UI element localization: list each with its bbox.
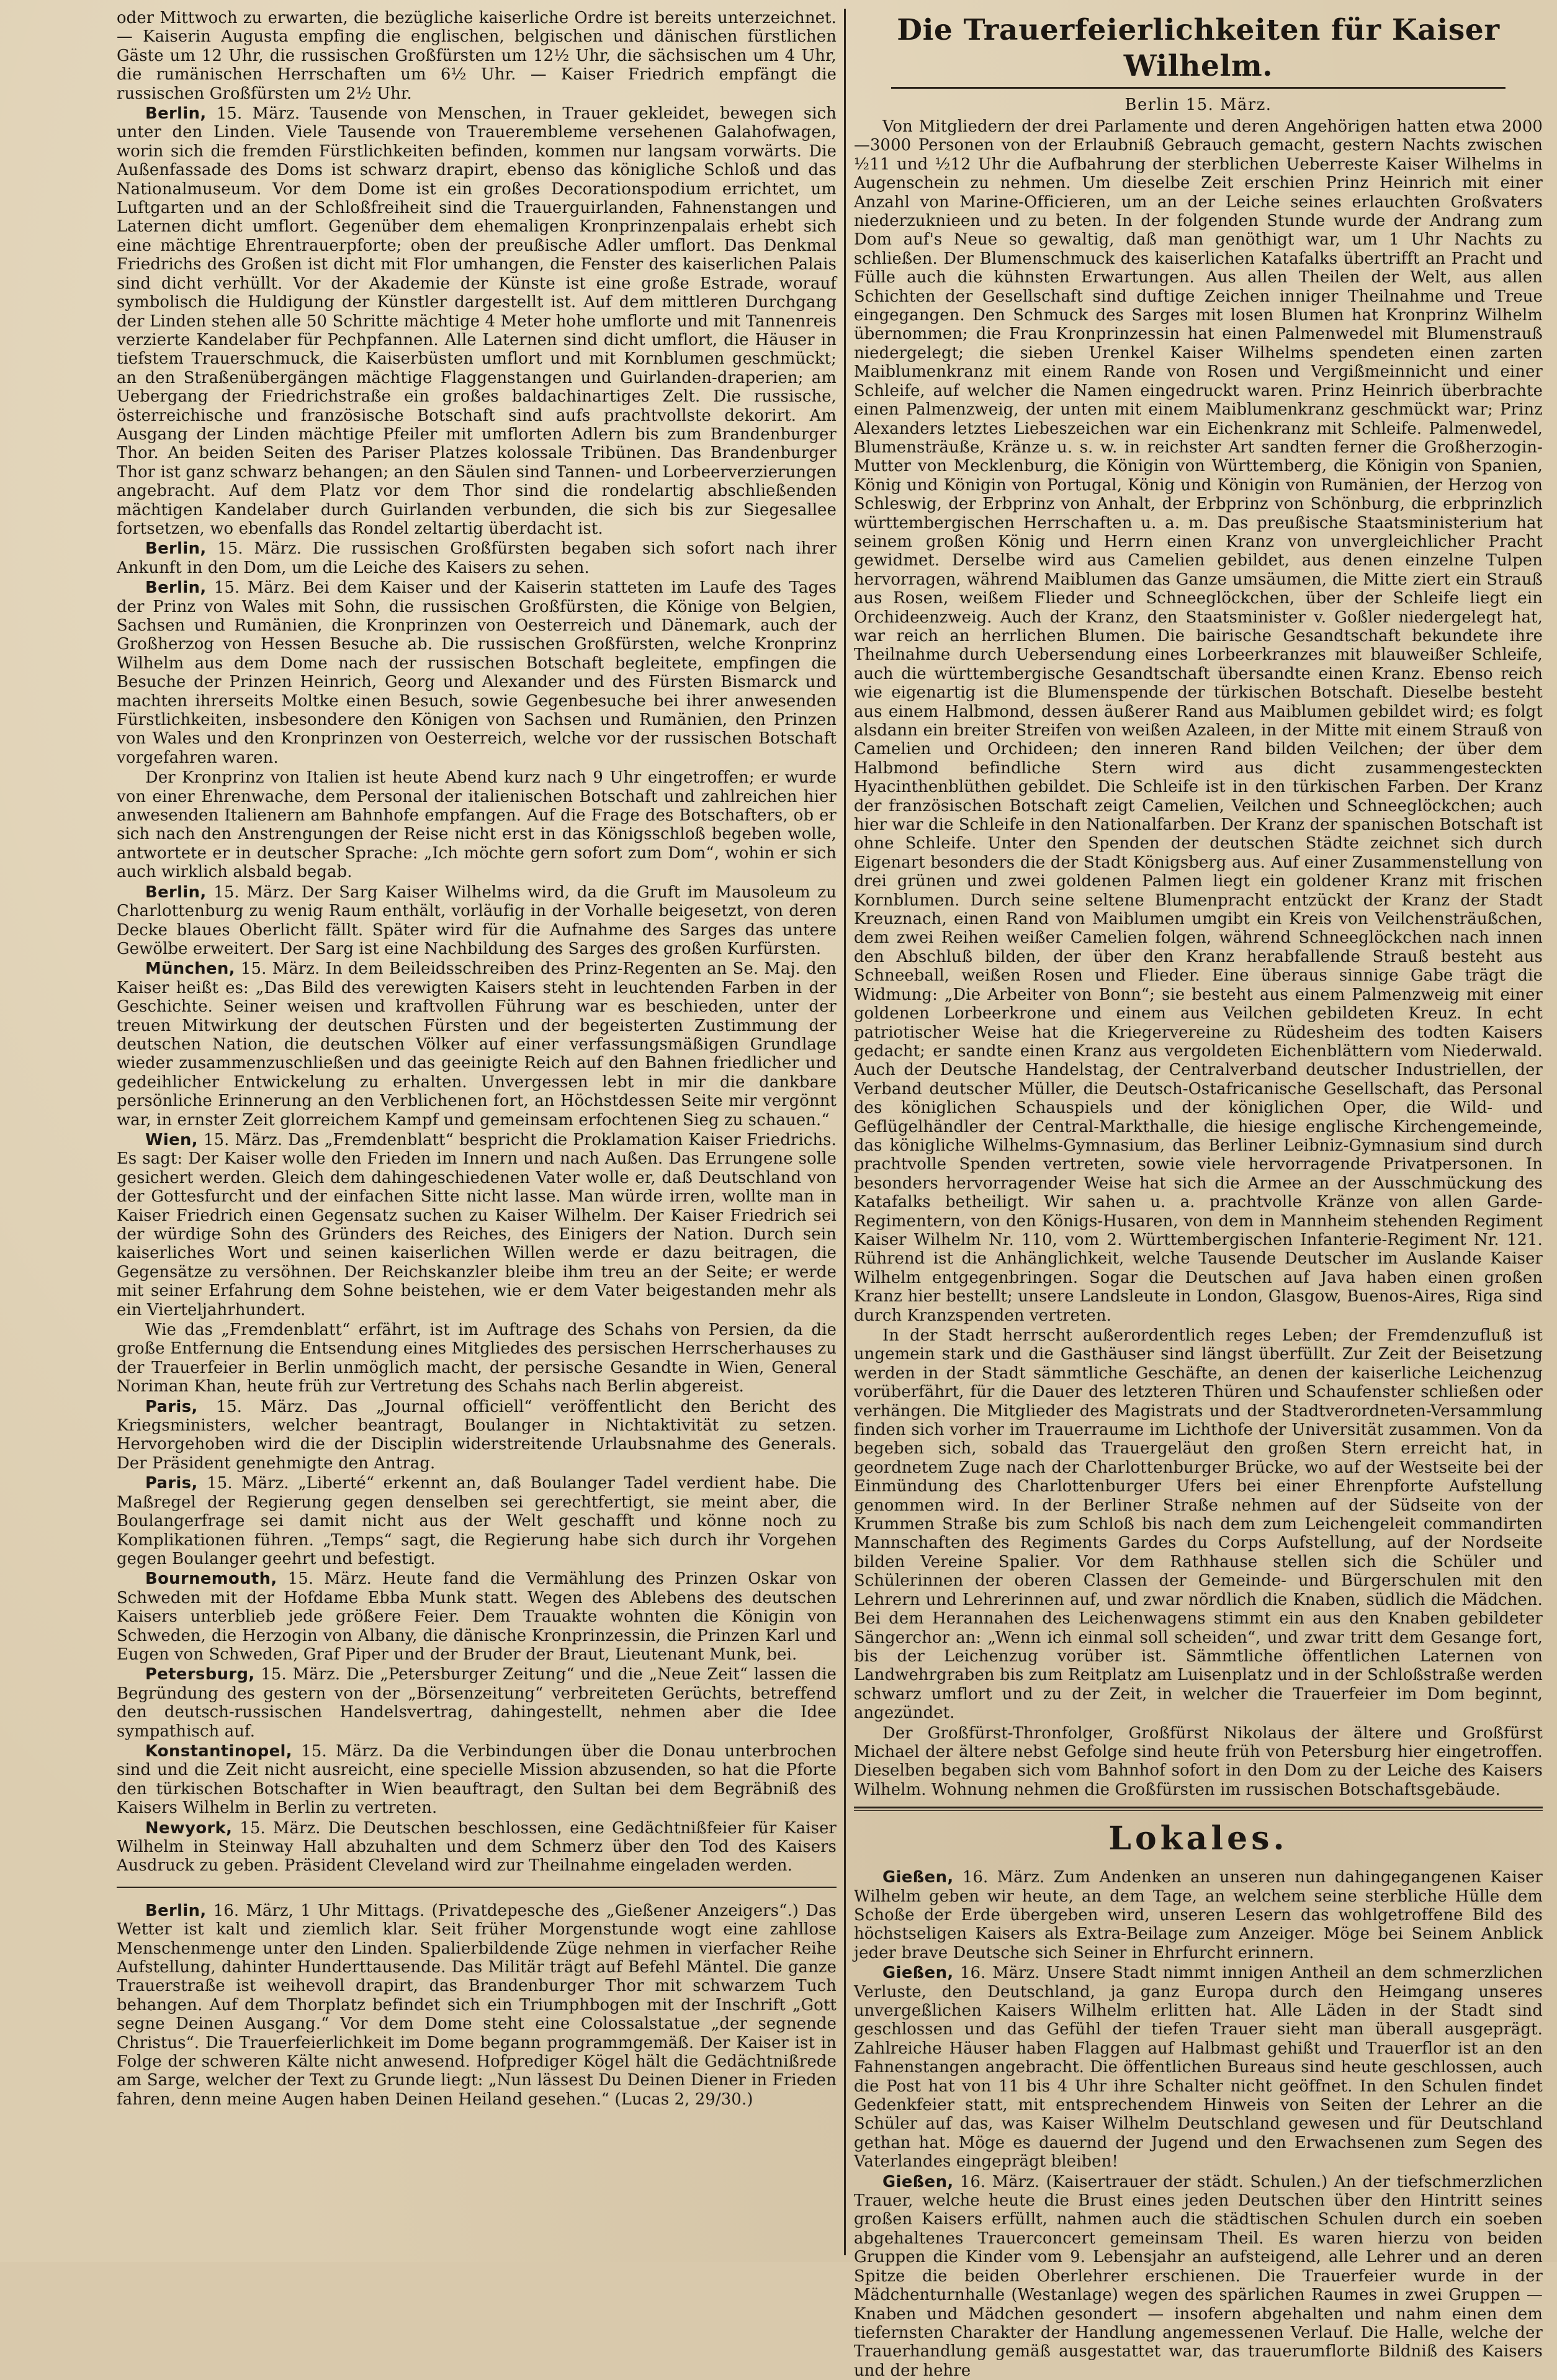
telegram-article bbox=[117, 768, 837, 881]
dateline: Konstantinopel, bbox=[145, 1741, 292, 1761]
intro-paragraph: oder Mittwoch zu erwarten, die bezügliche kaiserliche Ordre ist bereits unterzeichnet. — Kaiserin Augusta empfing die englischen, belgischen und dänischen fürstlichen Gäste um 12 Uhr, die russischen Großfürsten um 12½ Uhr, die sächsischen um 4 Uhr, die rumänischen Herrschaften um 6½ Uhr. — Kaiser Friedrich empfängt die russischen Großfürsten um 2½ Uhr. bbox=[117, 9, 837, 103]
lokales-title: Lokales. bbox=[1108, 1820, 1288, 1858]
funeral-paragraph: Von Mitgliedern der drei Parlamente und deren Angehörigen hatten etwa 2000—3000 Personen von der Erlaubniß Gebrauch gemacht, gestern Nachts zwischen ½11 und ½12 Uhr die Aufbahrung der sterblichen Ueberreste Kaiser Wilhelms in Augenschein zu nehmen. Um dieselbe Zeit erschien Prinz Heinrich mit einer Anzahl von Marine-Officieren, um an der Leiche seines erlauchten Großvaters niederzuknieen und zu beten. In der folgenden Stunde wurde der Andrang zum Dom auf's Neue so gewaltig, daß man genöthigt war, um 1 Uhr Nachts zu schließen. Der Blumenschmuck des kaiserlichen Katafalks übertrifft an Pracht und Fülle auch die kühnsten Erwartungen. Aus allen Theilen der Welt, aus allen Schichten der Gesellschaft sind duftige Zeichen inniger Theilnahme und Treue eingegangen. Den Schmuck des Sarges mit losen Blumen hat Kronprinz Wilhelm übernommen; die Frau Kronprinzessin hat einen Palmenwedel mit Blumenstrauß niedergelegt; die sieben Urenkel Kaiser Wilhelms spendeten einen zarten Maiblumenkranz mit einem Rande von Rosen und Vergißmeinnicht und einer Schleife, auf welcher die Namen eingedruckt waren. Prinz Heinrich überbrachte einen Palmenzweig, der unten mit einem Maiblumenkranz geschmückt war; Prinz Alexanders letztes Liebeszeichen war ein Eichenkranz mit Schleife. Palmenwedel, Blumensträuße, Kränze u. s. w. in reichster Art sandten ferner die Großherzogin-Mutter von Mecklenburg, die Königin von Württemberg, die Königin von Spanien, König und Königin von Portugal, König und Königin von Rumänien, der Herzog von Schleswig, der Erbprinz von Anhalt, der Erbprinz von Schönburg, die erbprinzlich württembergischen Herrschaften u. a. m. Das preußische Staatsministerium hat seinem großen König und Herrn einen Kranz von unvergleichlicher Pracht gewidmet. Derselbe wird aus Camelien gebildet, aus denen einzelne Tulpen hervorragen, während Maiblumen das Ganze umsäumen, die Mitte ziert ein Strauß aus Rosen, weißem Flieder und Schneeglöckchen, über der Schleife liegt ein Orchideenzweig. Auch der Kranz, den Staatsminister v. Goßler niedergelegt hat, war reich an herrlichen Blumen. Die bairische Gesandtschaft bekundete ihre Theilnahme durch Uebersendung eines Lorbeerkranzes mit blauweißer Schleife, auch die württembergische Gesandtschaft übersandte einen Kranz. Ebenso reich wie eigenartig ist die Blumenspende der türkischen Botschaft. Dieselbe besteht aus einem Halbmond, dessen äußerer Rand aus Maiblumen gebildet wird; es folgt alsdann ein breiter Streifen von weißen Azaleen, in der Mitte mit einem Strauß von Camelien und Orchideen; den inneren Rand bilden Veilchen; der über dem Halbmond befindliche Stern wird aus dicht zusammengesteckten Hyacinthenblüthen gebildet. Die Schleife ist in den türkischen Farben. Der Kranz der französischen Botschaft zeigt Camelien, Veilchen und Schneeglöckchen; auch hier war die Schleife in den Nationalfarben. Der Kranz der spanischen Botschaft ist ohne Schleife. Unter den Spenden der deutschen Städte zeichnet sich durch Eigenart besonders die der Stadt Königsberg aus. Auf einer Zusammenstellung von drei grünen und zwei goldenen Palmen liegt ein goldener Kranz mit frischen Kornblumen. Durch seine seltene Blumenpracht entzückt der Kranz der Stadt Kreuznach, einen Rand von Maiblumen umgibt ein Kreis von Veilchensträußchen, dem zwei Reihen weißer Camelien folgen, während Schneeglöckchen nach innen den Abschluß bilden, der über den Kranz herabfallende Strauß besteht aus Schneeball, weißen Rosen und Flieder. Eine überaus sinnige Gabe trägt die Widmung: „Die Arbeiter von Bonn“; sie besteht aus einem Palmenzweig mit einer goldenen Lorbeerkrone und einem aus Veilchen gebildeten Kreuz. In echt patriotischer Weise hat die Kriegervereine zu Rüdesheim des todten Kaisers gedacht; er sandte einen Kranz aus vergoldeten Eichenblättern vom Niederwald. Auch der Deutsche Handelstag, der Centralverband deutscher Industriellen, der Verband deutscher Müller, die Deutsch-Ostafricanische Gesellschaft, das Personal des königlichen Schauspiels und der königlichen Oper, die Wild- und Geflügelhändler der Central-Markthalle, die hiesige englische Kirchengemeinde, das königliche Wilhelms-Gymnasium, das Berliner Leibniz-Gymnasium sind durch prachtvolle Spenden vertreten, sowie viele hervorragende Privatpersonen. In besonders hervorragender Weise hat sich die Armee an der Ausschmückung des Katafalks betheiligt. Wir sahen u. a. prachtvolle Kränze von allen Garde-Regimentern, von den Königs-Husaren, von dem in Mannheim stehenden Regiment Kaiser Wilhelm Nr. 110, vom 2. Württembergischen Infanterie-Regiment Nr. 121. Rührend ist die Anhänglichkeit, welche Tausende Deutscher im Auslande Kaiser Wilhelm entgegenbringen. Sogar die Deutschen auf Java haben einen großen Kranz hier bestellt; unsere Landsleute in London, Glasgow, Buenos-Aires, Riga sind durch Kranzspenden vertreten. bbox=[854, 117, 1543, 1325]
telegram-article bbox=[117, 883, 837, 959]
article-text: 15. März. Das „Fremdenblatt“ bespricht die Proklamation Kaiser Friedrichs. Es sagt: Der Kaiser wolle den Frieden im Innern und nach Außen. Das Errungene solle gesichert werden. Gleich dem dahingeschiedenen Vater wolle er, daß Deutschland von der Gottesfurcht und der einfachen Sitte nicht lasse. Man würde irren, wollte man in Kaiser Friedrich einen Gegensatz suchen zu Kaiser Wilhelm. Der Kaiser Friedrich sei der würdige Sohn des Gründers des Reiches, des Einigers der Nation. Durch sein kaiserliches Wort und seinen kaiserlichen Willen werde er dazu beitragen, die Gegensätze zu versöhnen. Der Reichskanzler bleibe ihm treu an der Seite; er werde mit seiner Erfahrung dem Sohne beistehen, wie er dem Vater beigestanden mehr als ein Vierteljahrhundert. bbox=[117, 1130, 837, 1319]
article-text: 15. März. Der Sarg Kaiser Wilhelms wird, da die Gruft im Mausoleum zu Charlottenburg zu wenig Raum enthält, vorläufig in der Vorhalle beigesetzt, von deren Decke blaues Oberlicht fällt. Später wird für die Aufnahme des Sarges das untere Gewölbe erweitert. Der Sarg ist eine Nachbildung des Sarges des großen Kurfürsten. bbox=[117, 882, 837, 958]
dateline: Berlin, bbox=[145, 578, 207, 598]
article-text: 15. März. Heute fand die Vermählung des Prinzen Oskar von Schweden mit der Hofdame Ebba Munk statt. Wegen des Ablebens des deutschen Kaisers unterblieb jede größere Feier. Dem Trauakte wohnten die Königin von Schweden, die Herzogin von Albany, die dänische Kronprinzessin, die Prinzen Karl und Eugen von Schweden, Graf Piper und der Bruder der Braut, Lieutenant Munk, bei. bbox=[117, 1569, 837, 1664]
local-article bbox=[854, 1964, 1543, 2171]
telegram-article bbox=[117, 1321, 837, 1396]
article-text: 15. März. Tausende von Menschen, in Trauer gekleidet, bewegen sich unter den Linden. Viele Tausende von Trauerembleme versehenen Galahofwagen, worin sich die fremden Fürstlichkeiten befinden, kommen nur langsam vorwärts. Die Außenfassade des Doms ist schwarz drapirt, ebenso das königliche Schloß und das Nationalmuseum. Vor dem Dome ist ein großes Decorationspodium errichtet, um Luftgarten und an der Schloßfreiheit sind die Trauerguirlanden, Fahnenstangen und Laternen dicht umflort. Gegenüber dem ehemaligen Kronprinzenpalais erhebt sich eine mächtige Ehrentrauerpforte; oben der preußische Adler umflort. Das Denkmal Friedrichs des Großen ist dicht mit Flor umhangen, die Fenster des kaiserlichen Palais sind dicht verhüllt. Vor der Akademie der Künste ist eine große Estrade, worauf symbolisch die Huldigung der Künstler dargestellt ist. Auf dem mittleren Durchgang der Linden stehen alle 50 Schritte mächtige 4 Meter hohe umflorte und mit Tannenreis verzierte Kandelaber für Pechpfannen. Alle Laternen sind dicht umflort, die Häuser in tiefstem Trauerschmuck, die Kaiserbüsten umflort und mit Kornblumen geschmückt; an den Straßenübergängen mächtige Flaggenstangen und Guirlanden-draperien; am Uebergang der Friedrichstraße ein großes baldachinartiges Zelt. Die russische, österreichische und französische Botschaft sind aufs prachtvollste dekorirt. Am Ausgang der Linden mächtige Pfeiler mit umflorten Adlern bis zum Brandenburger Thor. An beiden Seiten des Pariser Platzes kolossale Tribünen. Das Brandenburger Thor ist ganz schwarz behangen; an den Säulen sind Tannen- und Lorbeerverzierungen angebracht. Auf dem Platz vor dem Thor sind die rondelartig abschließenden mächtigen Kandelaber durch Guirlanden verbunden, die sich bis zur Siegesallee fortsetzen, wo ebenfalls das Rondel zeltartig überdacht ist. bbox=[117, 104, 837, 538]
telegram-article bbox=[117, 104, 837, 538]
dateline: Berlin, bbox=[145, 882, 207, 902]
local-article bbox=[854, 1868, 1543, 1962]
article-text: 15. März. Die russischen Großfürsten begaben sich sofort nach ihrer Ankunft in den Dom, um die Leiche des Kaisers zu sehen. bbox=[117, 539, 837, 577]
main-dateline: Berlin 15. März. bbox=[1124, 96, 1272, 114]
telegram-article bbox=[117, 1474, 837, 1568]
article-text: 16. März. (Kaisertrauer der städt. Schulen.) An der tiefschmerzlichen Trauer, welche heute die Brust eines jeden Deutschen über den Hintritt seines großen Kaisers erfüllt, nahmen auch die städtischen Schulen durch ein soeben abgehaltenes Trauerconcert gemeinsam Theil. Es waren hierzu von beiden Gruppen die Kinder vom 9. Lebensjahr an aufsteigend, alle Lehrer und an deren Spitze die beiden Oberlehrer erschienen. Die Trauerfeier wurde in der Mädchenturnhalle (Westanlage) wegen des spärlichen Raumes in zwei Gruppen — Knaben und Mädchen gesondert — insofern abgehalten und nahm einen dem tiefernsten Charakter der Handlung angemessenen Verlauf. Die Halle, welche der Trauerhandlung gemäß ausgestattet war, das trauerumflorte Bildniß des Kaisers und der hehre bbox=[854, 2172, 1543, 2380]
telegram-article bbox=[117, 1569, 837, 1664]
dateline: Bournemouth, bbox=[145, 1569, 277, 1589]
telegram-article bbox=[117, 539, 837, 577]
dateline: Gießen, bbox=[882, 2172, 954, 2191]
dateline: Newyork, bbox=[145, 1818, 233, 1838]
funeral-paragraph: In der Stadt herrscht außerordentlich reges Leben; der Fremdenzufluß ist ungemein stark und die Gasthäuser sind längst überfüllt. Zur Zeit der Beisetzung werden in der Stadt sämmtliche Geschäfte, an denen der kaiserliche Leichenzug vorüberfährt, für die Dauer des letzteren Thüren und Schaufenster schließen oder verhängen. Die Mitglieder des Magistrats und der Stadtverordneten-Versammlung finden sich vorher im Trauerraume im Lichthofe der Universität zusammen. Von da begeben sich, sobald das Trauergeläut den großen Stern erreicht hat, in geordnetem Zuge nach der Charlottenburger Brücke, wo auf der Westseite bei der Einmündung des Charlottenburger Ufers bei einer Ehrenpforte Aufstellung genommen wird. In der Berliner Straße nehmen auf der Südseite von der Krummen Straße bis zum Schloß bis nach dem zum Leichengeleit commandirten Mannschaften des Regiments Gardes du Corps Aufstellung, auf der Nordseite bilden Vereine Spalier. Vor dem Rathhause stellen sich die Schüler und Schülerinnen der oberen Classen der Gemeinde- und Bürgerschulen mit den Lehrern und Lehrerinnen auf, und zwar nördlich die Knaben, südlich die Mädchen. Bei dem Herannahen des Leichenwagens stimmt ein aus den Knaben gebildeter Sängerchor an: „Wenn ich einmal soll scheiden“, und zwar tritt dem Gesange fort, bis der Leichenzug vorüber ist. Sämmtliche öffentlichen Laternen von Landwehrgraben bis zum Reitplatz am Luisenplatz und in der Schloßstraße werden schwarz umflort und zu der Zeit, in welcher die Trauerfeier im Dom beginnt, angezündet. bbox=[854, 1326, 1543, 1723]
telegram-article bbox=[117, 1742, 837, 1818]
local-article bbox=[854, 2173, 1543, 2380]
telegram-article bbox=[117, 1398, 837, 1473]
dateline: Berlin, bbox=[145, 104, 207, 123]
private-dispatch bbox=[117, 1902, 837, 2109]
article-text: 16. März. Unsere Stadt nimmt innigen Antheil an dem schmerzlichen Verluste, den Deutschland, ja ganz Europa durch den Heimgang unseres unvergeßlichen Kaisers Wilhelm erlitten hat. Alle Läden in der Stadt sind geschlossen und das Gefühl der tiefen Trauer sieht man überall ausgeprägt. Zahlreiche Häuser haben Flaggen auf Halbmast gehißt und Trauerflor ist an den Fahnenstangen angebracht. Die öffentlichen Bureaus sind heute geschlossen, auch die Post hat von 11 bis 4 Uhr ihre Schalter nicht geöffnet. In den Schulen findet Gedenkfeier statt, mit entsprechendem Hinweis von Seiten der Lehrer an die Schüler auf das, was Kaiser Wilhelm Deutschland gewesen und für Deutschland gethan hat. Möge es dauernd der Jugend und den Erwachsenen zum Segen des Vaterlandes eingeprägt bleiben! bbox=[854, 1964, 1543, 2171]
dateline: Paris, bbox=[145, 1397, 198, 1416]
telegram-article bbox=[117, 578, 837, 767]
section-divider bbox=[117, 1887, 837, 1888]
article-text: 16. März. Zum Andenken an unseren nun dahingegangenen Kaiser Wilhelm geben wir heute, an dem Tage, an welchem seine sterbliche Hülle dem Schoße der Erde übergeben wird, unseren Lesern das wohlgetroffene Bild des höchstseligen Kaisers als Extra-Beilage zum Anzeiger. Möge bei Seinem Anblick jeder brave Deutsche sich Seiner in Ehrfurcht erinnern. bbox=[854, 1868, 1543, 1962]
right-column bbox=[854, 9, 1543, 2380]
dateline: Berlin, bbox=[145, 1901, 207, 1920]
headline: Die Trauerfeierlichkeiten für Kaiser Wilhelm. bbox=[897, 13, 1500, 83]
article-text: 15. März. Da die Verbindungen über die Donau unterbrochen sind und die Zeit nicht ausreicht, eine specielle Mission abzusenden, so hat die Pforte den türkischen Botschafter in Wien beauftragt, den Sultan bei dem Begräbniß des Kaisers Wilhelm in Berlin zu vertreten. bbox=[117, 1741, 837, 1818]
section-divider bbox=[854, 1807, 1543, 1811]
article-text: 15. März. Das „Journal officiell“ veröffentlicht den Bericht des Kriegsministers, welcher beantragt, Boulanger in Nichtaktivität zu setzen. Hervorgehoben wird die der Disciplin widerstreitende Urlaubsnahme des Generals. Der Präsident genehmigte den Antrag. bbox=[117, 1397, 837, 1473]
article-text: 16. März, 1 Uhr Mittags. (Privatdepesche des „Gießener Anzeigers“.) Das Wetter ist kalt und ziemlich klar. Seit früher Morgenstunde wogt eine zahllose Menschenmenge unter den Linden. Spalierbildende Züge nehmen in vierfacher Reihe Aufstellung, dahinter Hunderttausende. Das Militär trägt auf Befehl Mäntel. Die ganze Trauerstraße ist weihevoll drapirt, das Brandenburger Thor mit schwarzem Tuch behangen. Auf dem Thorplatz befindet sich ein Triumphbogen mit der Inschrift „Gott segne Deinen Ausgang.“ Vor dem Dome steht eine Colossalstatue „der segnende Christus“. Die Trauerfeierlichkeit im Dome begann programmgemäß. Der Kaiser ist in Folge der schweren Kälte nicht anwesend. Hofprediger Kögel hält die Gedächtnißrede am Sarge, welcher der Text zu Grunde liegt: „Nun lässest Du Deinen Diener in Frieden fahren, denn meine Augen haben Deinen Heiland gesehen.“ (Lucas 2, 29/30.) bbox=[117, 1901, 837, 2109]
news-telegrams bbox=[117, 104, 837, 1875]
left-column bbox=[117, 9, 837, 2255]
column-rule bbox=[844, 9, 846, 2255]
dateline: Gießen, bbox=[882, 1964, 954, 1983]
funeral-paragraph: Der Großfürst-Thronfolger, Großfürst Nikolaus der ältere und Großfürst Michael der ältere nebst Gefolge sind heute früh von Petersburg hier eingetroffen. Dieselben begaben sich vom Bahnhof sofort in den Dom zu der Leiche des Kaisers Wilhelm. Wohnung nehmen die Großfürsten im russischen Botschaftsgebäude. bbox=[854, 1723, 1543, 1799]
telegram-article bbox=[117, 1819, 837, 1875]
telegram-article bbox=[117, 959, 837, 1129]
article-text: 15. März. „Liberté“ erkennt an, daß Boulanger Tadel verdient habe. Die Maßregel der Regierung gegen denselben sei gerechtfertigt, sie meint aber, die Boulangerfrage sei damit nicht aus der Welt geschafft und könne noch zu Komplikationen führen. „Temps“ sagt, die Regierung habe sich durch ihr Vorgehen gegen Boulanger geehrt und befestigt. bbox=[117, 1474, 837, 1568]
article-text: 15. März. Die Deutschen beschlossen, eine Gedächtnißfeier für Kaiser Wilhelm in Steinway Hall abzuhalten und dem Schmerz über den Tod des Kaisers Ausdruck zu geben. Präsident Cleveland wird zur Theilnahme eingeladen werden. bbox=[117, 1818, 837, 1875]
article-text: 15. März. Die „Petersburger Zeitung“ und die „Neue Zeit“ lassen die Begründung des gestern von der „Börsenzeitung“ verbreiteten Gerüchts, betreffend den deutsch-russischen Handelsvertrag, dahingestellt, nehmen aber die Idee sympathisch auf. bbox=[117, 1665, 837, 1741]
article-text: Wie das „Fremdenblatt“ erfährt, ist im Auftrage des Schahs von Persien, da die große Entfernung die Entsendung eines Mitgliedes des persischen Herrscherhauses zu der Trauerfeier in Berlin unmöglich macht, der persische Gesandte in Wien, General Noriman Khan, heute früh zur Vertretung des Schahs nach Berlin abgereist. bbox=[117, 1321, 837, 1396]
dateline: München, bbox=[145, 959, 235, 979]
dateline: Gießen, bbox=[882, 1868, 954, 1887]
telegram-article bbox=[117, 1665, 837, 1741]
dateline: Paris, bbox=[145, 1474, 198, 1493]
dateline: Wien, bbox=[145, 1130, 198, 1149]
headline-rule bbox=[891, 87, 1505, 89]
dateline: Berlin, bbox=[145, 539, 207, 559]
dateline: Petersburg, bbox=[145, 1665, 255, 1684]
telegram-article bbox=[117, 1131, 837, 1319]
article-text: 15. März. In dem Beileidsschreiben des Prinz-Regenten an Se. Maj. den Kaiser heißt es: „Das Bild des verewigten Kaisers steht in leuchtenden Farben in der Geschichte. Seiner weisen und kraftvollen Führung war es beschieden, unter der treuen Mitwirkung der deutschen Fürsten und der begeisterten Zustimmung der deutschen Nation, die deutschen Völker auf einer verfassungsmäßigen Grundlage wieder zusammenzuschließen und das geeinigte Reich auf den Bahnen friedlicher und gedeihlicher Entwickelung zu erhalten. Unvergessen lebt in mir die dankbare persönliche Erinnerung an den Verblichenen fort, an Höchstdessen Seite mir vergönnt war, in ernster Zeit glorreichem Kampf und gemeinsam erfochtenen Sieg zu schauen.“ bbox=[117, 959, 837, 1129]
article-text: 15. März. Bei dem Kaiser und der Kaiserin statteten im Laufe des Tages der Prinz von Wales mit Sohn, die russischen Großfürsten, die Könige von Belgien, Sachsen und Rumänien, die Kronprinzen von Oesterreich und Dänemark, auch der Großherzog von Hessen Besuche ab. Die russischen Großfürsten, welche Kronprinz Wilhelm aus dem Dome nach der russischen Botschaft begleitete, empfingen die Besuche der Prinzen Heinrich, Georg und Alexander und des Fürsten Bismarck und machten ihrerseits Moltke einen Besuch, sowie Gegenbesuche bei ihrer anwesenden Fürstlichkeiten, insbesondere den Königen von Sachsen und Rumänien, den Prinzen von Wales und den Kronprinzen von Oesterreich, welche vor der russischen Botschaft vorgefahren waren. bbox=[117, 578, 837, 767]
article-text: Der Kronprinz von Italien ist heute Abend kurz nach 9 Uhr eingetroffen; er wurde von einer Ehrenwache, dem Personal der italienischen Botschaft und zahlreichen hier anwesenden Italienern am Bahnhofe empfangen. Auf die Frage des Botschafters, ob er sich nach den Anstrengungen der Reise nicht erst in das Königsschloß begeben wolle, antwortete er in deutscher Sprache: „Ich möchte gern sofort zum Dom“, wohin er sich auch wirklich alsbald begab. bbox=[117, 768, 837, 882]
